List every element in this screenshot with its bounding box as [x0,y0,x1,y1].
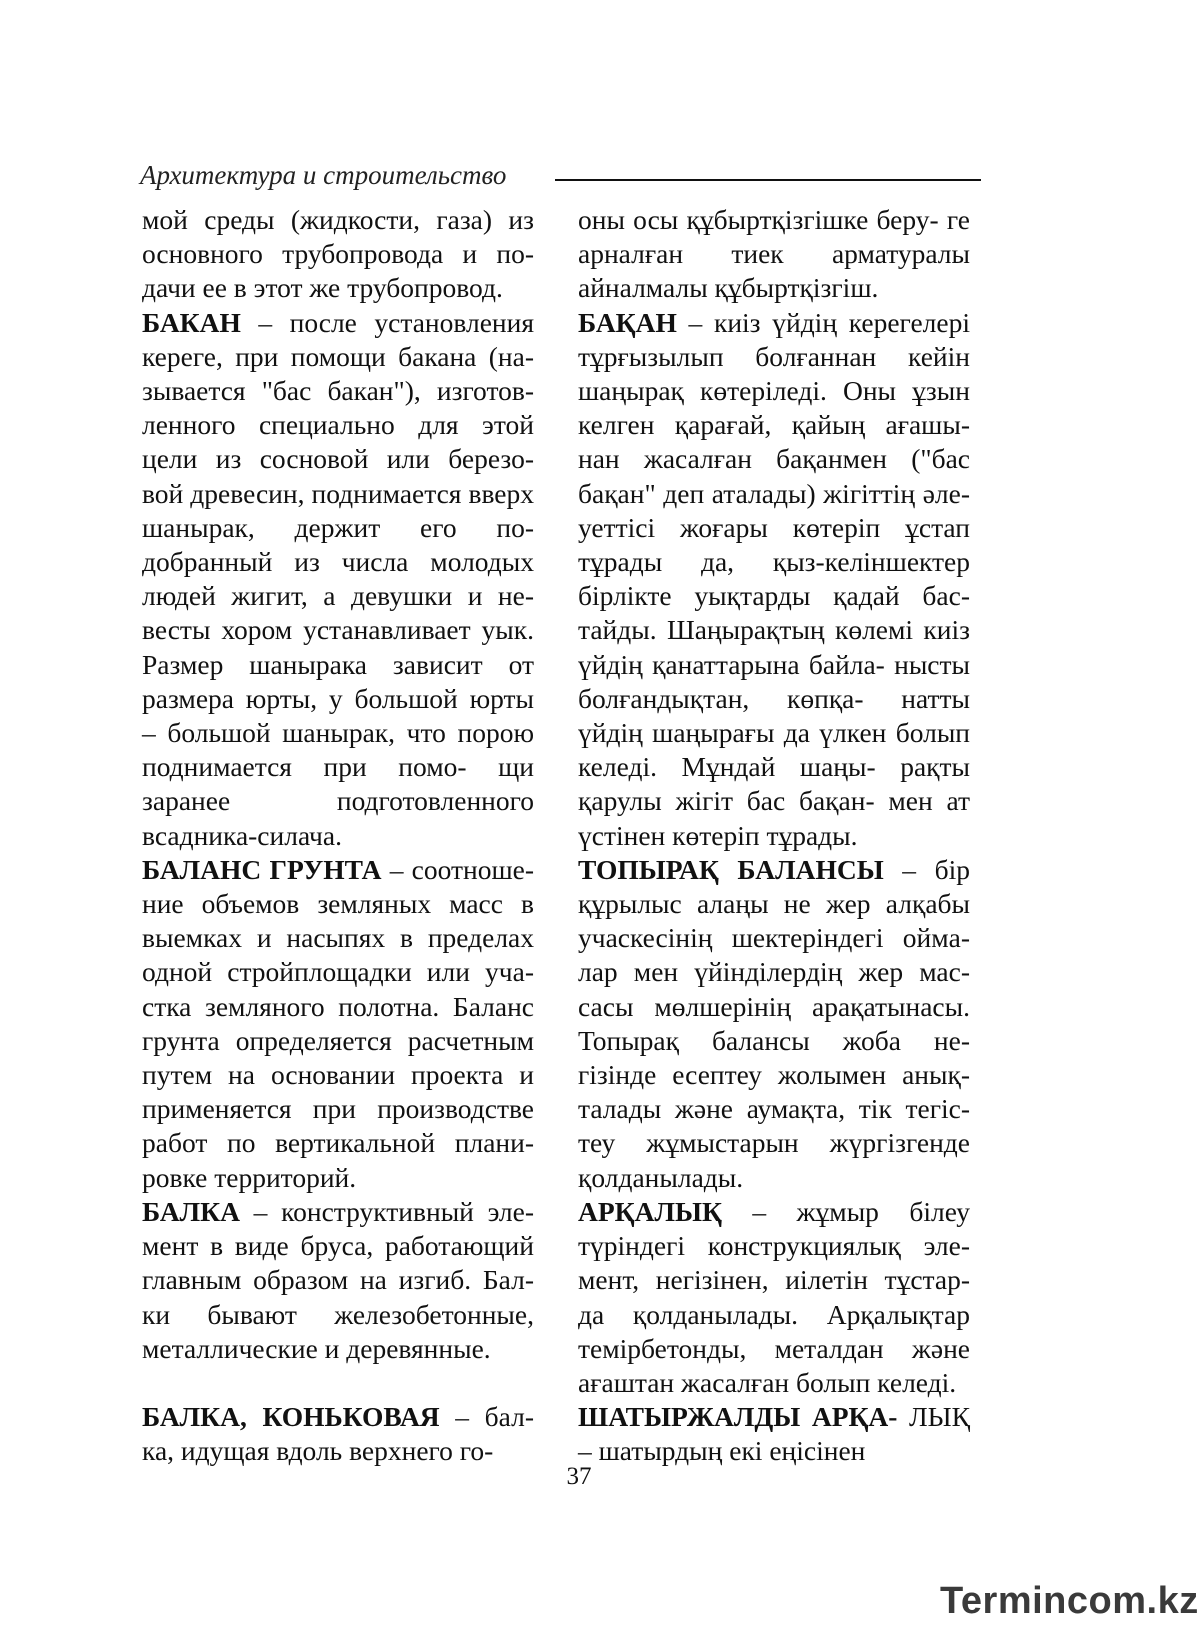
running-header [140,160,980,200]
entry-term: БАКАН [142,306,241,338]
left-column [142,203,534,1468]
watermark-logo: Termincom.kz [940,1580,1199,1622]
header-title: Архитектура и строительство [140,160,507,190]
entry-term: АРҚАЛЫҚ [578,1195,722,1227]
page-number: 37 [566,1463,592,1490]
entry-topyraq-balansy: ТОПЫРАҚ БАЛАНСЫ – бір құрылыс алаңы не жер алқабы учаскесінің шектеріндегі оймa- лар мен үйінділердің жер мас- сасы мөлшерінің арақатынасы. Топырақ балансы жоба не- гізінде есептеу жолымен анық- талады және аумақта, тік тегіс- теу жұмыстарын жүргізгенде қолданылады. [578,853,970,1193]
entry-term: ТОПЫРАҚ БАЛАНСЫ [578,853,884,885]
entry-balka: БАЛКА – конструктивный эле- мент в виде бруса, работающий главным образом на изгиб. Бал- ки бывают железобетонные, металлические и деревянные. [142,1195,534,1364]
entry-balka-konkovaya: БАЛКА, КОНЬКОВАЯ – бал- ка, идущая вдоль верхнего го- [142,1400,534,1467]
continuation-paragraph: оны осы құбыртқізгішке беру- ге арналған тиек арматуралы айналмалы құбыртқізгіш. [578,204,971,304]
entry-balans-grunta: БАЛАНС ГРУНТА – соотноше- ние объемов земляных масс в выемках и насыпях в пределах одной стройплощадки или уча- стка земляного полотна. Баланс грунта определяется расчетным путем на основании проекта и применяется при производстве работ по вертикальной плани- ровке территорий. [142,853,535,1193]
entry-term: БАҚАН [578,306,677,338]
entry-shatyrzhaldy-arqalyq: ШАТЫРЖАЛДЫ АРҚА- ЛЫҚ – шатырдың екі еңісінен [578,1401,970,1467]
entry-baqan: БАҚАН – киіз үйдің керегелері тұрғызылып болғаннан кейін шаңырақ көтеріледі. Оны ұзын келген қарағай, қайың ағашы- нан жасалған бақанмен ("бас бақан" деп аталады) жігіттің әле- уеттісі жоғары көтеріп ұстап тұрады да, қыз-келіншектер бірлікте уықтарды қадай бас- тайды. Шаңырақтың көлемі киіз үйдің қанаттарына байла- нысты болғандықтан, көпқа- натты үйдің шаңырағы да үлкен болып келеді. Мұндай шаңы- рақты қарулы жігіт бас бақан- мен ат үстінен көтеріп тұрады. [578,306,971,851]
entry-term: БАЛАНС ГРУНТА [142,853,382,885]
continuation-paragraph: мой среды (жидкости, газа) из основного трубопровода и по- дачи ее в этот же трубопровод. [142,204,534,304]
header-rule [555,179,981,181]
right-column [578,203,970,1469]
paragraph-gap [142,1366,534,1400]
entry-bakan: БАКАН – после установления кереге, при помощи бакана (на- зывается "бас бакан"), изготов- ленного специально для этой цели из сосновой или березо- вой древесин, поднимается вверх шанырак, держит его по- добранный из числа молодых людей жигит, а девушки и не- весты хором устанавливает уык. Размер шанырака зависит от размера юрты, у большой юрты – большой шанырак, что порою поднимается при помо- щи заранее подготовленного всадника-силача. [142,306,535,851]
entry-arqalyq: АРҚАЛЫҚ – жұмыр білеу түріндегі конструкциялық эле- мент, негізінен, иілетін тұстар- да қолданылады. Арқалықтар темірбетонды, металдан және ағаштан жасалған болып келеді. [578,1195,970,1398]
entry-term: БАЛКА, КОНЬКОВАЯ [142,1400,440,1432]
entry-term: ШАТЫРЖАЛДЫ АРҚА- [578,1401,898,1433]
entry-term: БАЛКА [142,1195,240,1227]
